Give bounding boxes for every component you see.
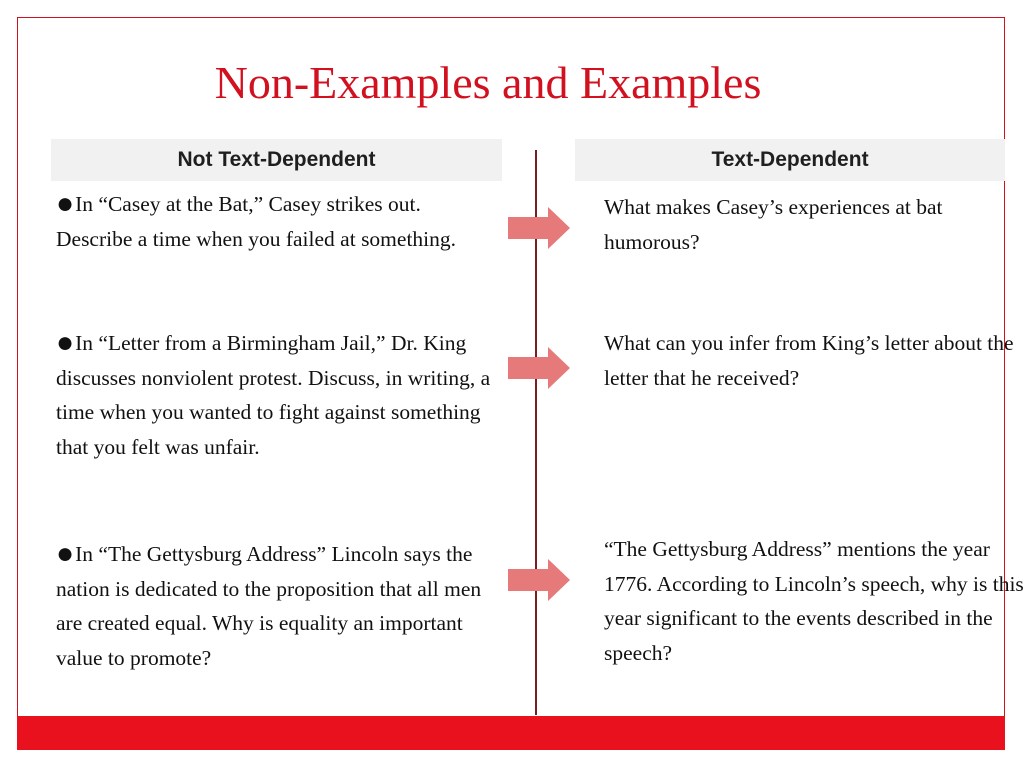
slide-title: Non-Examples and Examples [214, 57, 762, 108]
right-arrow-icon [508, 347, 570, 389]
left-example-text: In “Letter from a Birmingham Jail,” Dr. King discusses nonviolent protest. Discuss, in writing, a time when you wanted to fight against something that you felt was unfair. [56, 331, 491, 459]
right-column-header: Text-Dependent [575, 139, 1005, 181]
left-example-item [56, 187, 501, 256]
right-example-item [604, 326, 1024, 395]
left-column-header: Not Text-Dependent [51, 139, 502, 181]
bullet-icon: ● [56, 326, 75, 359]
bullet-icon: ● [56, 187, 75, 220]
right-example-text: “The Gettysburg Address” mentions the year 1776. According to Lincoln’s speech, why is this year significant to the events described in the speech? [604, 537, 1024, 665]
right-example-item [604, 190, 1024, 259]
left-example-item [56, 326, 501, 464]
left-example-text: In “Casey at the Bat,” Casey strikes out. Describe a time when you failed at something. [56, 192, 457, 251]
right-example-text: What makes Casey’s experiences at bat humorous? [604, 195, 943, 254]
bottom-accent-bar [17, 716, 1005, 750]
bullet-icon: ● [56, 537, 75, 570]
right-arrow-icon [508, 559, 570, 601]
left-example-item [56, 537, 501, 675]
right-example-text: What can you infer from King’s letter about the letter that he received? [604, 331, 1014, 390]
right-example-item [604, 532, 1024, 670]
left-example-text: In “The Gettysburg Address” Lincoln says the nation is dedicated to the proposition that all men are created equal. Why is equality an important value to promote? [56, 542, 482, 670]
right-arrow-icon [508, 207, 570, 249]
